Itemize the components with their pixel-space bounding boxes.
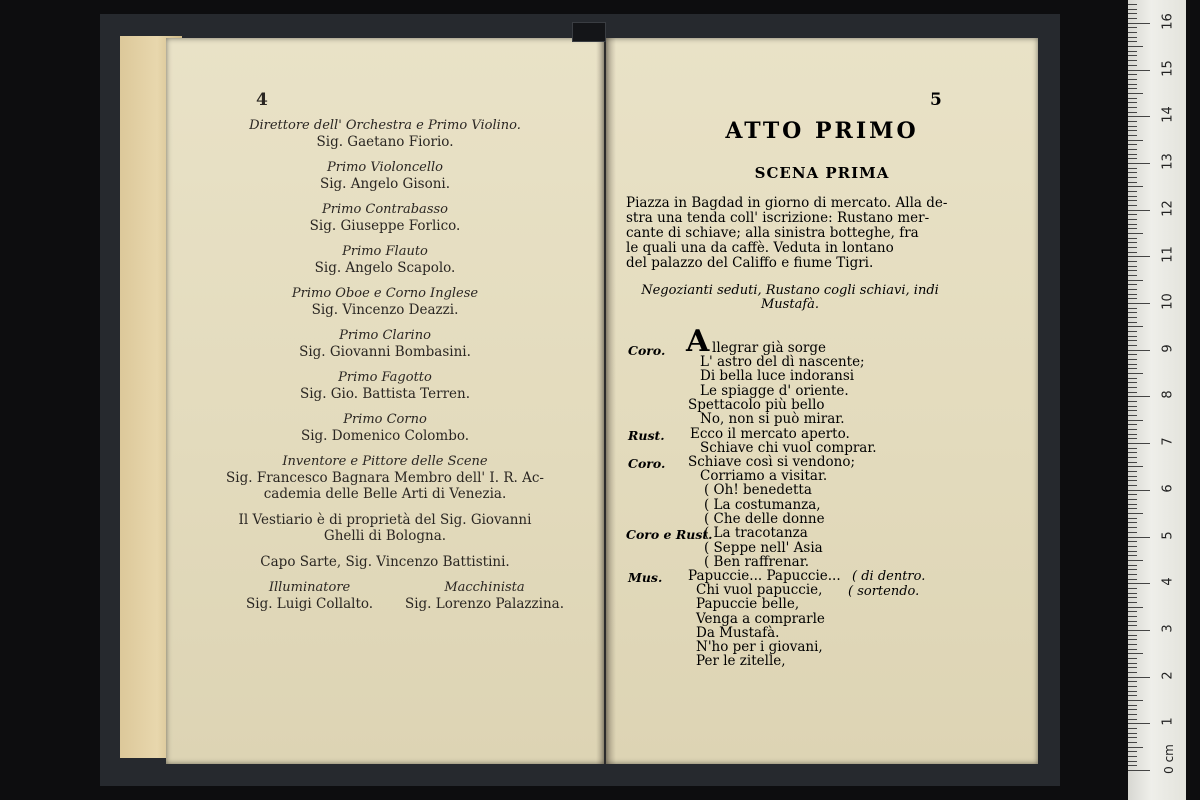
credit-name: Sig. Giuseppe Forlico. [309, 218, 461, 234]
ruler-tick [1128, 621, 1137, 622]
ruler-tick [1128, 518, 1137, 519]
ruler-tick [1128, 728, 1137, 729]
ruler-tick [1128, 252, 1137, 253]
ruler-tick [1128, 747, 1143, 748]
ruler-tick [1128, 765, 1137, 766]
ruler-tick [1128, 705, 1137, 706]
credit-role: Primo Fagotto [338, 370, 432, 385]
ruler-tick [1128, 312, 1137, 313]
verse-line: L' astro del dì nascente; [700, 354, 865, 370]
ruler-tick [1128, 135, 1137, 136]
ruler-tick [1128, 438, 1137, 439]
credit-name: Sig. Vincenzo Deazzi. [311, 302, 459, 318]
ruler-tick [1128, 219, 1137, 220]
ruler-tick [1128, 579, 1137, 580]
verse-line: ( Oh! benedetta [704, 482, 812, 498]
ruler-tick [1128, 686, 1137, 687]
ruler-tick [1128, 256, 1150, 257]
verse-line: ( Seppe nell' Asia [704, 540, 823, 556]
vestiario-line-2: Ghelli di Bologna. [323, 528, 447, 544]
ruler-tick [1128, 691, 1137, 692]
ruler-tick [1128, 233, 1143, 234]
credit-entry [166, 202, 604, 234]
credit-role: Primo Oboe e Corno Inglese [291, 286, 479, 301]
ruler-tick [1128, 196, 1137, 197]
ruler-tick [1128, 476, 1137, 477]
ruler-tick [1128, 182, 1137, 183]
ruler-number: 10 [1160, 293, 1176, 310]
ruler-number: 7 [1160, 437, 1176, 446]
ruler-tick [1128, 401, 1137, 402]
ruler-tick [1128, 350, 1150, 351]
act-title: ATTO PRIMO [725, 118, 919, 144]
ruler-tick [1128, 667, 1137, 668]
ruler-tick [1128, 742, 1137, 743]
ruler-tick [1128, 224, 1137, 225]
stage-direction-line: Negozianti seduti, Rustano cogli schiavi, indi [641, 283, 939, 298]
ruler-tick [1128, 98, 1137, 99]
credit-role: Direttore dell' Orchestra e Primo Violino. [249, 118, 521, 133]
verse-line: Venga a comprarle [696, 611, 825, 627]
ruler-tick [1128, 74, 1137, 75]
ruler-number: 12 [1160, 199, 1176, 217]
credit-role: Primo Flauto [342, 244, 428, 259]
stage-direction-line: Mustafà. [760, 297, 820, 312]
credit-name: Sig. Lorenzo Palazzina. [404, 596, 564, 612]
ruler-tick [1128, 41, 1137, 42]
speaker-label: Coro e Rust. [626, 527, 713, 542]
ruler-tick [1128, 177, 1137, 178]
ruler-tick [1128, 485, 1137, 486]
ruler-tick [1128, 709, 1137, 710]
ruler-tick [1128, 354, 1137, 355]
ruler-tick [1128, 616, 1137, 617]
ruler-tick [1128, 443, 1150, 444]
ruler-tick [1128, 112, 1137, 113]
credit-role: Primo Clarino [339, 328, 431, 343]
ruler-tick [1128, 308, 1137, 309]
ruler-tick [1128, 625, 1137, 626]
ruler-tick [1128, 396, 1150, 397]
ruler-number: 8 [1160, 390, 1176, 400]
speaker-label: Coro. [628, 456, 666, 471]
ruler-tick [1128, 214, 1137, 215]
verse-line: Corriamo a visitar. [700, 468, 828, 484]
ruler-tick [1128, 663, 1137, 664]
credit-entry [166, 286, 604, 318]
macchinista-credit [405, 580, 564, 612]
illuminatore-credit [246, 580, 373, 612]
ruler-tick [1128, 387, 1137, 388]
ruler-tick [1128, 116, 1150, 117]
stage-aside: ( sortendo. [848, 584, 920, 599]
ruler-tick [1128, 303, 1150, 304]
ruler-tick [1128, 266, 1137, 267]
ruler-tick [1128, 46, 1143, 47]
ruler-number: 4 [1160, 577, 1176, 586]
ruler-tick [1128, 635, 1137, 636]
ruler-tick [1128, 294, 1137, 295]
ruler-tick [1128, 714, 1137, 715]
ruler-tick [1128, 723, 1150, 724]
ruler-tick [1128, 406, 1137, 407]
credit-entry [166, 328, 604, 360]
verse-line: Schiave così si vendono; [688, 454, 855, 470]
scene-heading: SCENA PRIMA [754, 164, 890, 182]
description-line: Piazza in Bagdad in giorno di mercato. Alla de- [626, 195, 948, 211]
credit-entry [166, 118, 604, 150]
binding-clip [572, 22, 606, 42]
ruler-tick [1128, 247, 1137, 248]
ruler-tick [1128, 420, 1143, 421]
ruler-tick [1128, 537, 1150, 538]
ruler-tick [1128, 733, 1137, 734]
ruler-tick [1128, 322, 1137, 323]
speaker-label: Coro. [628, 343, 666, 358]
credit-role: Primo Contrabasso [322, 202, 448, 217]
verse-line: Di bella luce indoransi [700, 368, 855, 384]
ruler-tick [1128, 494, 1137, 495]
credits-list [166, 118, 604, 612]
credit-role: Primo Corno [343, 412, 427, 427]
description-line: cante di schiave; alla sinistra botteghe, fra [626, 225, 919, 241]
ruler-tick [1128, 508, 1137, 509]
ruler-number: 15 [1160, 59, 1176, 77]
ruler-tick [1128, 607, 1143, 608]
ruler-tick [1128, 13, 1137, 14]
ruler-tick [1128, 238, 1137, 239]
ruler-tick [1128, 565, 1137, 566]
ruler-tick [1128, 261, 1137, 262]
ruler-tick [1128, 560, 1143, 561]
page-number-right: 5 [930, 90, 942, 110]
ruler-tick [1128, 513, 1143, 514]
ruler-tick [1128, 466, 1143, 467]
ruler-tick [1128, 37, 1137, 38]
ruler-tick [1128, 756, 1137, 757]
ruler-tick [1128, 149, 1137, 150]
verse-line: Papuccie... Papuccie... [688, 568, 841, 584]
vestiario-line-1: Il Vestiario è di proprietà del Sig. Giovanni [238, 512, 532, 528]
ruler-tick [1128, 480, 1137, 481]
ruler-tick [1128, 522, 1137, 523]
drop-cap: A [686, 324, 710, 359]
ruler-tick [1128, 639, 1137, 640]
ruler-tick [1128, 532, 1137, 533]
ruler-tick [1128, 569, 1137, 570]
ruler-tick [1128, 70, 1150, 71]
ruler-tick [1128, 32, 1137, 33]
speaker-label: Rust. [628, 428, 665, 443]
verse-line: Spettacolo più bello [688, 397, 825, 413]
verse-line: ( La costumanza, [704, 497, 821, 513]
ruler-tick [1128, 107, 1137, 108]
stage-direction [632, 284, 948, 312]
ruler-tick [1128, 527, 1137, 528]
ruler-tick [1128, 289, 1137, 290]
ruler-tick [1128, 130, 1137, 131]
verse-line: llegrar già sorge [712, 340, 826, 356]
credit-name: Sig. Luigi Collalto. [246, 596, 374, 612]
ruler-tick [1128, 284, 1137, 285]
ruler-tick [1128, 546, 1137, 547]
ruler-tick [1128, 9, 1137, 10]
illuminatore-macchinista-row [166, 580, 604, 612]
measuring-ruler [1128, 0, 1186, 800]
ruler-tick [1128, 555, 1137, 556]
speaker-label: Mus. [628, 570, 663, 585]
ruler-tick [1128, 649, 1137, 650]
credit-role: Illuminatore [268, 580, 351, 595]
verse-line: Chi vuol papuccie, [696, 582, 823, 598]
ruler-tick [1128, 364, 1137, 365]
credit-entry [166, 160, 604, 192]
ruler-tick [1128, 158, 1137, 159]
ruler-tick [1128, 368, 1137, 369]
ruler-tick [1128, 434, 1137, 435]
ruler-tick [1128, 340, 1137, 341]
ruler-tick [1128, 51, 1137, 52]
ruler-tick [1128, 653, 1143, 654]
ruler-tick [1128, 373, 1143, 374]
ruler-number: 13 [1160, 153, 1176, 170]
verse-line: Per le zitelle, [696, 653, 786, 669]
ruler-tick [1128, 121, 1137, 122]
ruler-tick [1128, 672, 1137, 673]
ruler-tick [1128, 677, 1150, 678]
ruler-number: 16 [1160, 13, 1176, 30]
ruler-tick [1128, 541, 1137, 542]
ruler-tick [1128, 168, 1137, 169]
ruler-tick [1128, 415, 1137, 416]
credit-entry [166, 454, 604, 502]
ruler-tick [1128, 471, 1137, 472]
credit-name-continued: cademia delle Belle Arti di Venezia. [263, 486, 507, 502]
ruler-tick [1128, 588, 1137, 589]
ruler-tick [1128, 336, 1137, 337]
ruler-tick [1128, 700, 1143, 701]
credit-role: Inventore e Pittore delle Scene [282, 454, 488, 469]
ruler-tick [1128, 644, 1137, 645]
ruler-number: 9 [1160, 344, 1176, 353]
ruler-tick [1128, 27, 1137, 28]
ruler-tick [1128, 695, 1137, 696]
ruler-tick [1128, 597, 1137, 598]
ruler-number: 5 [1160, 530, 1176, 540]
ruler-tick [1128, 429, 1137, 430]
ruler-tick [1128, 448, 1137, 449]
ruler-tick [1128, 205, 1137, 206]
ruler-tick [1128, 270, 1137, 271]
ruler-tick [1128, 326, 1143, 327]
vestiario-note [166, 512, 604, 544]
ruler-tick [1128, 154, 1137, 155]
ruler-tick [1128, 93, 1143, 94]
ruler-tick [1128, 424, 1137, 425]
credit-name: Sig. Angelo Scapolo. [314, 260, 456, 276]
credit-name: Sig. Gio. Battista Terren. [299, 386, 471, 402]
verse-line: ( Che delle donne [704, 511, 825, 527]
ruler-tick [1128, 490, 1150, 491]
ruler-unit-label: 0 cm [1162, 744, 1176, 774]
capo-sarte-line: Capo Sarte, Sig. Vincenzo Battistini. [260, 554, 510, 570]
ruler-tick [1128, 392, 1137, 393]
credit-role: Primo Violoncello [326, 160, 444, 175]
ruler-tick [1128, 144, 1137, 145]
ruler-number: 1 [1160, 717, 1176, 726]
credit-name: Sig. Domenico Colombo. [300, 428, 470, 444]
description-line: le quali una da caffè. Veduta in lontano [626, 240, 894, 256]
ruler-tick [1128, 200, 1137, 201]
ruler-tick [1128, 504, 1137, 505]
ruler-tick [1128, 4, 1137, 5]
ruler-tick [1128, 770, 1150, 771]
verse-line: Le spiagge d' oriente. [700, 383, 849, 399]
credit-name: Sig. Angelo Gisoni. [319, 176, 451, 192]
ruler-tick [1128, 298, 1137, 299]
credit-name: Sig. Giovanni Bombasini. [299, 344, 471, 360]
ruler-tick [1128, 681, 1137, 682]
ruler-tick [1128, 499, 1137, 500]
verse-line: ( Ben raffrenar. [704, 554, 809, 570]
ruler-tick [1128, 452, 1137, 453]
ruler-tick [1128, 574, 1137, 575]
ruler-tick [1128, 126, 1137, 127]
ruler-tick [1128, 593, 1137, 594]
ruler-tick [1128, 462, 1137, 463]
ruler-tick [1128, 163, 1150, 164]
ruler-tick [1128, 102, 1137, 103]
verse-line: No, non si può mirar. [700, 411, 845, 427]
description-line: stra una tenda coll' iscrizione: Rustano mer- [626, 210, 930, 226]
ruler-tick [1128, 761, 1137, 762]
description-line: del palazzo del Califfo e fiume Tigri. [626, 255, 874, 271]
ruler-tick [1128, 658, 1137, 659]
page-number-left: 4 [256, 90, 268, 110]
ruler-number: 3 [1160, 624, 1176, 633]
verse-line: Da Mustafà. [696, 625, 780, 641]
ruler-tick [1128, 737, 1137, 738]
ruler-tick [1128, 242, 1137, 243]
verse-line: Ecco il mercato aperto. [690, 426, 850, 442]
ruler-tick [1128, 84, 1137, 85]
ruler-tick [1128, 751, 1137, 752]
stage-aside: ( di dentro. [852, 569, 926, 584]
ruler-tick [1128, 79, 1137, 80]
ruler-tick [1128, 140, 1143, 141]
ruler-tick [1128, 18, 1137, 19]
credit-name: Sig. Francesco Bagnara Membro dell' I. R. Ac- [226, 470, 544, 486]
verse-line: Schiave chi vuol comprar. [700, 440, 877, 456]
ruler-number: 6 [1160, 484, 1176, 493]
credit-name: Sig. Gaetano Fiorio. [316, 134, 454, 150]
ruler-tick [1128, 457, 1137, 458]
credit-role: Macchinista [444, 580, 525, 595]
book-gutter [596, 38, 616, 764]
ruler-tick [1128, 611, 1137, 612]
capo-sarte-note [166, 554, 604, 570]
ruler-number: 11 [1160, 246, 1176, 264]
ruler-tick [1128, 186, 1143, 187]
scene-description [626, 196, 960, 271]
ruler-tick [1128, 583, 1150, 584]
ruler-tick [1128, 551, 1137, 552]
ruler-number: 14 [1160, 106, 1176, 123]
ruler-tick [1128, 280, 1143, 281]
ruler-tick [1128, 317, 1137, 318]
ruler-tick [1128, 228, 1137, 229]
verse-line: Papuccie belle, [696, 596, 800, 612]
ruler-tick [1128, 378, 1137, 379]
left-page [166, 38, 604, 764]
ruler-tick [1128, 410, 1137, 411]
ruler-tick [1128, 65, 1137, 66]
ruler-tick [1128, 602, 1137, 603]
ruler-tick [1128, 630, 1150, 631]
ruler-tick [1128, 719, 1137, 720]
ruler-tick [1128, 275, 1137, 276]
ruler-tick [1128, 55, 1137, 56]
ruler-tick [1128, 191, 1137, 192]
ruler-tick [1128, 88, 1137, 89]
ruler-number: 2 [1160, 670, 1176, 680]
ruler-tick [1128, 172, 1137, 173]
credit-entry [166, 370, 604, 402]
ruler-tick [1128, 382, 1137, 383]
ruler-tick [1128, 210, 1150, 211]
ruler-tick [1128, 60, 1137, 61]
credit-entry [166, 412, 604, 444]
verse-line: ( La tracotanza [704, 525, 808, 541]
verse-line: N'ho per i giovani, [696, 639, 823, 655]
credit-entry [166, 244, 604, 276]
ruler-tick [1128, 23, 1150, 24]
ruler-tick [1128, 331, 1137, 332]
ruler-tick [1128, 359, 1137, 360]
ruler-tick [1128, 345, 1137, 346]
